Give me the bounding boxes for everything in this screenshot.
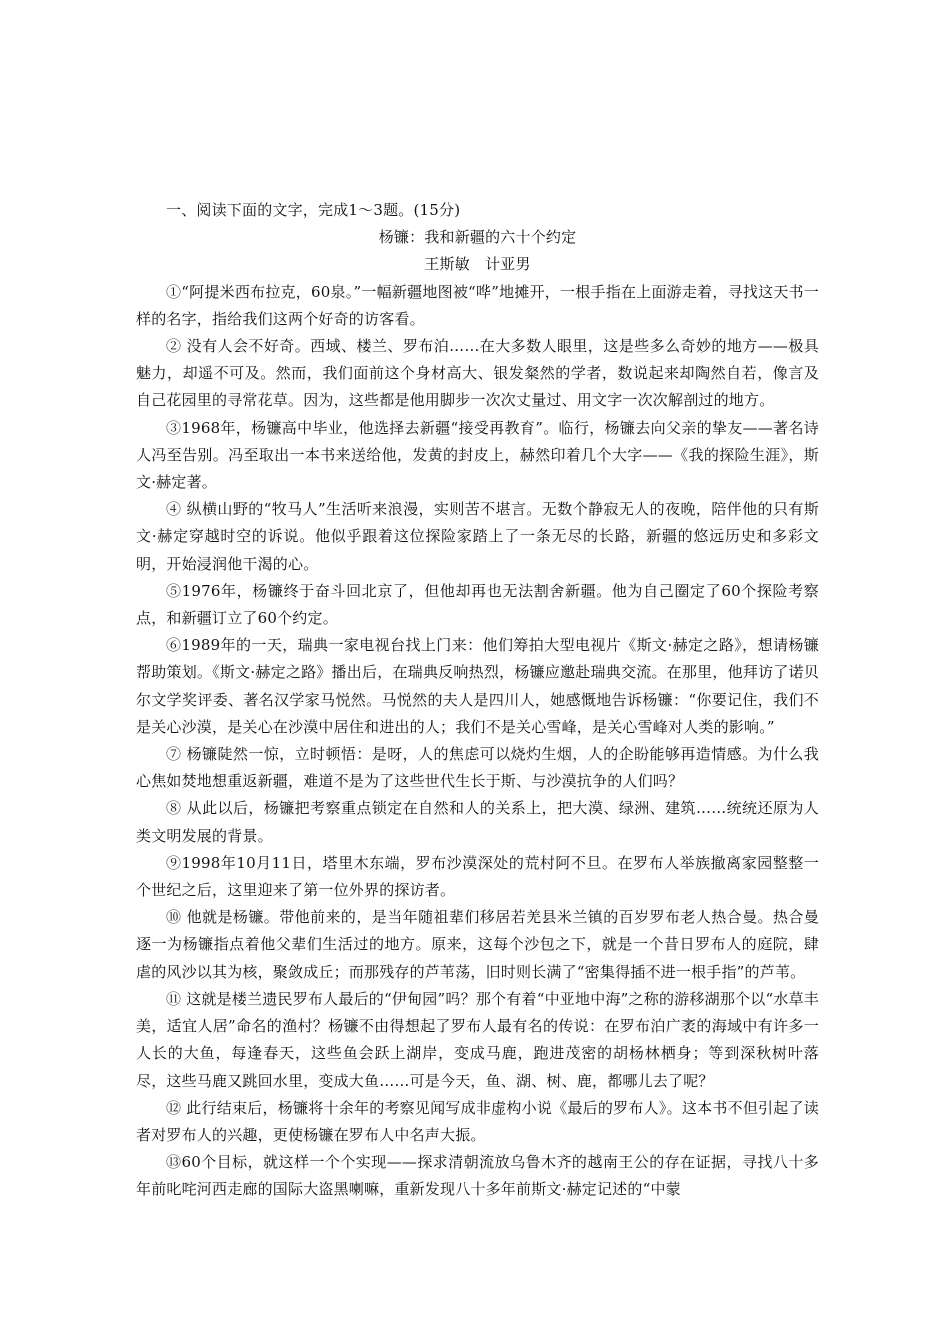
question-heading: 一、阅读下面的文字，完成1～3题。(15分) bbox=[166, 201, 461, 219]
article-authors: 王斯敏 计亚男 bbox=[424, 255, 531, 274]
paragraph-10: ⑩ 他就是杨镰。带他前来的，是当年随祖辈们移居若羌县米兰镇的百岁罗布老人热合曼。热合曼逐一为杨镰指点着他父辈们生活过的地方。原来，这每个沙包之下，就是一个昔日罗布人的庭院，肆虐的风沙以其为核，聚敛成丘；而那残存的芦苇荡，旧时则长满了“密集得插不进一根手指”的芦苇。 bbox=[136, 908, 819, 981]
paragraph-3: ③1968年，杨镰高中毕业，他选择去新疆“接受再教育”。临行，杨镰去向父亲的挚友——著名诗人冯至告别。冯至取出一本书来送给他，发黄的封皮上，赫然印着几个大字——《我的探险生涯》，斯文·赫定著。 bbox=[136, 418, 819, 492]
paragraph-2: ② 没有人会不好奇。西域、楼兰、罗布泊……在大多数人眼里，这是些多么奇妙的地方——极具魅力，却遥不可及。然而，我们面前这个身材高大、银发粲然的学者，数说起来却陶然自若，像言及自己花园里的寻常花草。因为，这些都是他用脚步一次次丈量过、用文字一次次解剖过的地方。 bbox=[136, 337, 819, 410]
paragraph-12: ⑫ 此行结束后，杨镰将十余年的考察见闻写成非虚构小说《最后的罗布人》。这本书不但引起了读者对罗布人的兴趣，更使杨镰在罗布人中名声大振。 bbox=[136, 1098, 819, 1144]
article-title: 杨镰：我和新疆的六十个约定 bbox=[378, 228, 577, 247]
paragraph-1: ①“阿提米西布拉克，60泉。”一幅新疆地图被“哗”地摊开，一根手指在上面游走着，寻找这天书一样的名字，指给我们这两个好奇的访客看。 bbox=[136, 282, 819, 328]
paragraph-13: ⑬60个目标，就这样一个个实现——探求清朝流放乌鲁木齐的越南王公的存在证据，寻找八十多年前叱咤河西走廊的国际大盗黑喇嘛，重新发现八十多年前斯文·赫定记述的“中蒙 bbox=[136, 1153, 819, 1199]
paragraph-5: ⑤1976年，杨镰终于奋斗回北京了，但他却再也无法割舍新疆。他为自己圈定了60个探险考察点，和新疆订立了60个约定。 bbox=[136, 581, 819, 628]
paragraph-6: ⑥1989年的一天，瑞典一家电视台找上门来：他们筹拍大型电视片《斯文·赫定之路》，想请杨镰帮助策划。《斯文·赫定之路》播出后，在瑞典反响热烈，杨镰应邀赴瑞典交流。在那里，他拜访了诺贝尔文学奖评委、著名汉学家马悦然。马悦然的夫人是四川人，她感慨地告诉杨镰：“你要记住，我们不是关心沙漠，是关心在沙漠中居住和进出的人；我们不是关心雪峰，是关心雪峰对人类的影响。” bbox=[136, 636, 819, 736]
paragraph-9: ⑨1998年10月11日，塔里木东端，罗布沙漠深处的荒村阿不旦。在罗布人举族撤离家园整整一个世纪之后，这里迎来了第一位外界的探访者。 bbox=[136, 853, 819, 900]
paragraph-11: ⑪ 这就是楼兰遗民罗布人最后的“伊甸园”吗？那个有着“中亚地中海”之称的游移湖那个以“水草丰美，适宜人居”命名的渔村？杨镰不由得想起了罗布人最有名的传说：在罗布泊广袤的海域中有许多一人长的大鱼，每逢春天，这些鱼会跃上湖岸，变成马鹿，跑进茂密的胡杨林栖身；等到深秋树叶落尽，这些马鹿又跳回水里，变成大鱼……可是今天，鱼、湖、树、鹿，都哪儿去了呢？ bbox=[136, 989, 819, 1090]
paragraph-8: ⑧ 从此以后，杨镰把考察重点锁定在自然和人的关系上，把大漠、绿洲、建筑……统统还原为人类文明发展的背景。 bbox=[136, 799, 819, 845]
paragraph-7: ⑦ 杨镰陡然一惊，立时顿悟：是呀，人的焦虑可以烧灼生烟，人的企盼能够再造情感。为什么我心焦如焚地想重返新疆，难道不是为了这些世代生长于斯、与沙漠抗争的人们吗？ bbox=[136, 745, 819, 791]
document-body bbox=[136, 197, 819, 1204]
paragraph-4: ④ 纵横山野的“牧马人”生活听来浪漫，实则苦不堪言。无数个静寂无人的夜晚，陪伴他的只有斯文·赫定穿越时空的诉说。他似乎跟着这位探险家踏上了一条无尽的长路，新疆的悠远历史和多彩文明，开始浸润他干渴的心。 bbox=[136, 500, 819, 573]
